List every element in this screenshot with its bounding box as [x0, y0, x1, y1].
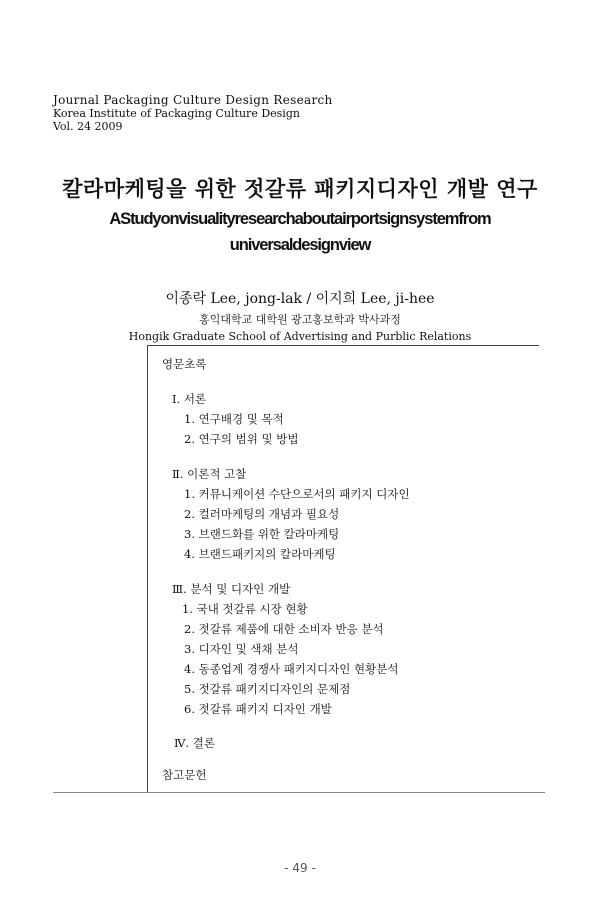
toc-item: 1. 연구배경 및 목적 [184, 412, 284, 426]
toc-item: 5. 젓갈류 패키지디자인의 문제점 [184, 682, 351, 696]
journal-name: Journal Packaging Culture Design Research [53, 93, 333, 107]
toc-item: 2. 젓갈류 제품에 대한 소비자 반응 분석 [184, 622, 384, 636]
toc-section-title: Ⅲ. 분석 및 디자인 개발 [172, 582, 291, 596]
toc-abstract: 영문초록 [162, 357, 207, 371]
toc-item: 3. 디자인 및 색채 분석 [184, 642, 299, 656]
toc-item: 2. 연구의 범위 및 방법 [184, 432, 299, 446]
toc-item: 1. 커뮤니케이션 수단으로서의 패키지 디자인 [184, 487, 410, 501]
title-korean: 칼라마케팅을 위한 젓갈류 패키지디자인 개발 연구 [62, 176, 538, 201]
toc-item: 4. 동종업계 경쟁사 패키지디자인 현황분석 [184, 662, 399, 676]
title-english [0, 206, 600, 258]
title-english-line-2: universaldesignview [229, 236, 371, 254]
toc-item: 4. 브랜드패키지의 칼라마케팅 [184, 547, 336, 561]
title-english-line-1: AStudyonvisualityresearchaboutairportsignsystemfrom [109, 210, 491, 228]
toc-section-title: Ⅱ. 이론적 고찰 [172, 467, 247, 481]
authors: 이종락 Lee, jong-lak / 이지희 Lee, ji-hee [165, 291, 435, 307]
affiliation-english: Hongik Graduate School of Advertising and Purblic Relations [128, 330, 472, 343]
page-number: - 49 - [284, 861, 316, 875]
toc-item: 3. 브랜드화를 위한 칼라마케팅 [184, 527, 340, 541]
toc-item: 6. 젓갈류 패키지 디자인 개발 [184, 702, 332, 716]
toc-section-title: Ⅳ. 결론 [174, 736, 216, 750]
toc-item: 2. 컬러마케팅의 개념과 필요성 [184, 507, 340, 521]
toc-references: 참고문헌 [162, 768, 207, 782]
toc-section-title: Ⅰ. 서론 [172, 392, 207, 406]
journal-volume: Vol. 24 2009 [53, 120, 123, 133]
journal-header [53, 94, 333, 133]
bottom-rule [53, 792, 545, 793]
affiliation-korean: 홍익대학교 대학원 광고홍보학과 박사과정 [199, 313, 401, 326]
toc-item: 1. 국내 젓갈류 시장 현황 [182, 602, 308, 616]
journal-institute: Korea Institute of Packaging Culture Design [53, 107, 300, 120]
